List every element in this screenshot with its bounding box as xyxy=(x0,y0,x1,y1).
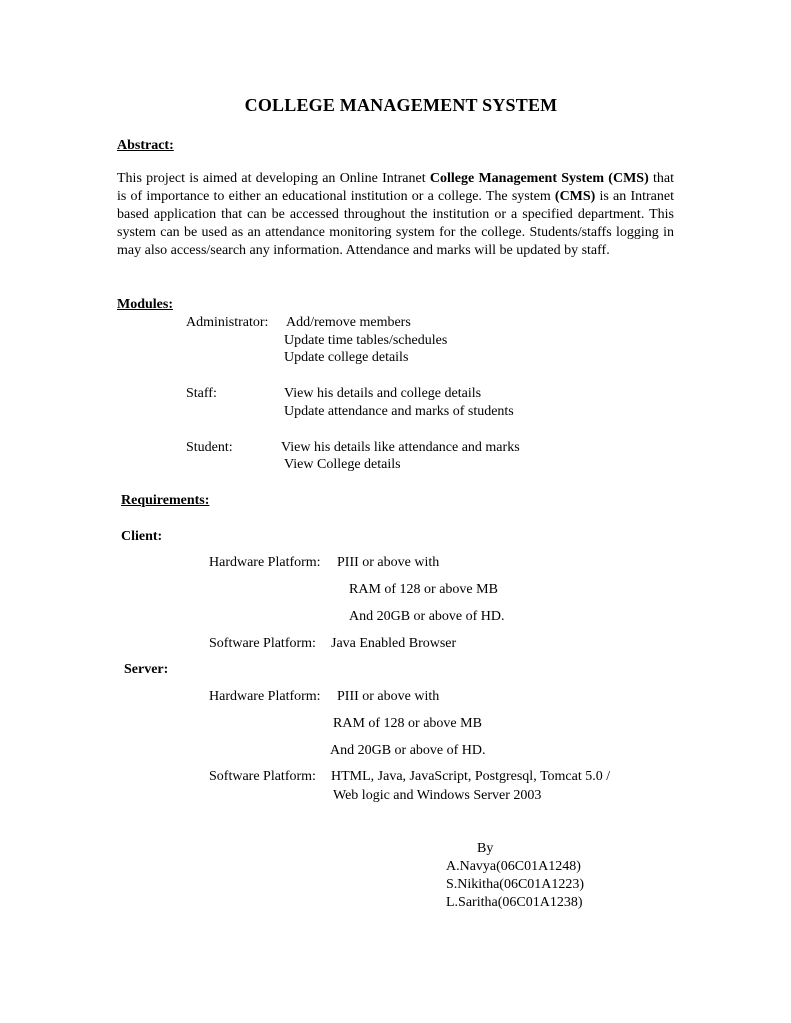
client-software-line: Java Enabled Browser xyxy=(331,636,457,651)
modules-heading: Modules: xyxy=(117,297,173,312)
abstract-paragraph xyxy=(117,170,674,260)
server-hardware-line: And 20GB or above of HD. xyxy=(330,743,486,758)
server-software-label: Software Platform: xyxy=(209,769,316,784)
client-hardware-line: PIII or above with xyxy=(337,555,440,570)
student-label: Student: xyxy=(186,440,233,455)
staff-label: Staff: xyxy=(186,386,217,401)
requirements-heading: Requirements: xyxy=(121,493,210,508)
client-label: Client: xyxy=(121,529,163,544)
client-hardware-label: Hardware Platform: xyxy=(209,555,321,570)
student-item: View his details like attendance and marks xyxy=(281,440,520,455)
abstract-text-3: is an Intranet based application that can be accessed throughout the institution or a specified department. This system can be used as an attendance monitoring system for the college. Students/staffs logging in may also access/search any information. Attendance and marks will be updated by staff. xyxy=(117,189,674,258)
abstract-text-1: This project is aimed at developing an Online Intranet xyxy=(117,171,430,186)
server-hardware-label: Hardware Platform: xyxy=(209,689,321,704)
admin-item: Update time tables/schedules xyxy=(284,333,448,348)
server-hardware-line: RAM of 128 or above MB xyxy=(333,716,482,731)
page-title: COLLEGE MANAGEMENT SYSTEM xyxy=(244,95,558,115)
server-label: Server: xyxy=(124,662,169,677)
staff-item: View his details and college details xyxy=(284,386,482,401)
admin-item: Add/remove members xyxy=(286,315,411,330)
author-name: L.Saritha(06C01A1238) xyxy=(446,895,583,910)
admin-label: Administrator: xyxy=(186,315,269,330)
abstract-bold-1: College Management System (CMS) xyxy=(429,171,649,186)
author-name: S.Nikitha(06C01A1223) xyxy=(446,877,585,892)
server-hardware-line: PIII or above with xyxy=(337,689,440,704)
server-software-line: Web logic and Windows Server 2003 xyxy=(333,788,542,803)
server-software-line: HTML, Java, JavaScript, Postgresql, Tomcat 5.0 / xyxy=(331,769,611,784)
admin-item: Update college details xyxy=(284,350,409,365)
staff-item: Update attendance and marks of students xyxy=(284,404,514,419)
student-item: View College details xyxy=(284,457,401,472)
author-name: A.Navya(06C01A1248) xyxy=(446,859,581,874)
abstract-bold-2: (CMS) xyxy=(554,189,596,204)
client-hardware-line: RAM of 128 or above MB xyxy=(349,582,498,597)
abstract-text-2: that is of importance to either an educational institution or a college. The system xyxy=(117,171,675,204)
client-software-label: Software Platform: xyxy=(209,636,316,651)
abstract-heading: Abstract: xyxy=(117,138,174,153)
client-hardware-line: And 20GB or above of HD. xyxy=(349,609,505,624)
by-label: By xyxy=(477,841,494,856)
